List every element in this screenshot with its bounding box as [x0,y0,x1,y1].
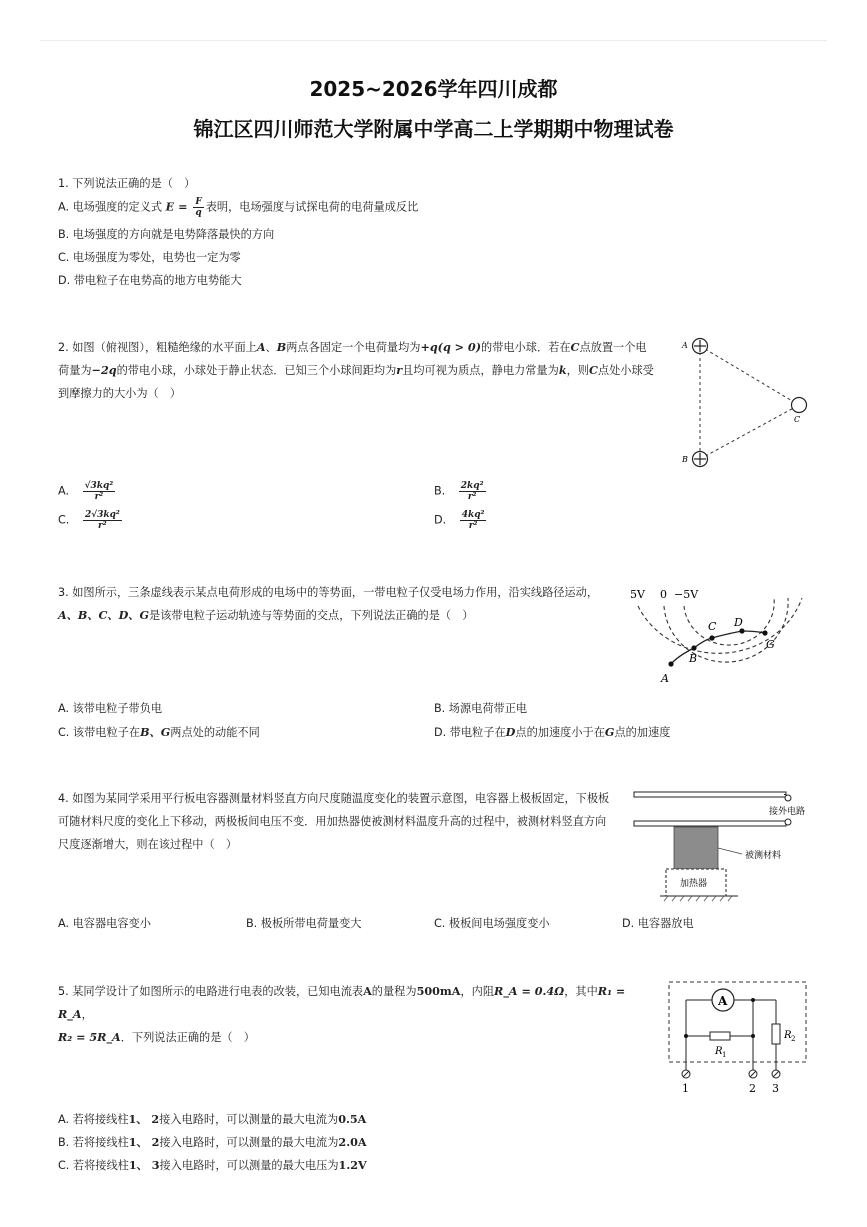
q1-option-a[interactable] [58,197,418,218]
text: 接入电路时，可以测量的最大电流为 [159,1136,339,1149]
page-title-line1: 2025~2026学年四川成都 [309,77,558,101]
material-pointer [718,848,742,854]
point-d [739,628,744,633]
text: 、 [265,341,277,354]
text: D. 带电粒子在 [434,726,506,739]
label-5v: 5V [630,588,645,601]
math-g: G [604,725,615,739]
q3-option-a[interactable]: A. 该带电粒子带负电 [58,702,163,715]
label-external-circuit: 接外电路 [769,807,806,817]
text: ，其中 [564,985,598,998]
lower-plate [634,821,786,826]
text: ，内阻 [460,985,495,998]
math-ra: R_A = 0.4Ω [494,984,565,998]
text: C. 该带电粒子在 [58,726,141,739]
q2-option-b[interactable] [434,481,488,502]
q1-option-a-text: A. 电场强度的定义式 [58,200,163,214]
q1-option-a-rest: 表明，电场强度与试探电荷的电荷量成反比 [205,200,419,214]
q3-option-b[interactable]: B. 场源电荷带正电 [434,702,528,715]
point-g [762,630,767,635]
math-r1: R₁ = R_A [58,984,626,1021]
page-title-line2: 锦江区四川师范大学附属中学高二上学期期中物理试卷 [193,117,674,141]
q2-stem [58,336,678,405]
q1-option-d[interactable]: D. 带电粒子在电势高的地方电势能大 [58,274,242,287]
q3-option-c[interactable] [58,723,260,742]
q4-stem [58,787,628,856]
q1-stem: 1. 下列说法正确的是（ ） [58,177,196,190]
label-heater: 加热器 [680,879,708,889]
q2-option-d[interactable] [434,510,488,531]
q4-option-b[interactable]: B. 极板所带电荷量变大 [246,917,362,930]
resistor-r2 [772,1024,780,1044]
fraction-numerator: 4kq² [461,510,485,520]
text: C. 若将接线柱 [58,1159,129,1172]
label-a: A [661,672,669,685]
math-r2: R₂ = 5R_A [58,1030,121,1044]
q3-stem [58,581,628,627]
upper-plate [634,792,786,797]
text: 且均可视为质点，静电力常量为 [402,364,559,377]
q2-option-c[interactable] [58,510,124,531]
fraction-numerator: 2kq² [460,481,484,491]
text: 荷量为 [58,364,92,377]
measured-material [674,827,718,869]
math-b: B [276,340,287,354]
label-r2: R [784,1030,792,1041]
label-terminal-2: 2 [749,1082,756,1095]
fraction-numerator: √3kq² [84,481,114,491]
text: ， [81,1008,93,1021]
option-label: C. [58,513,70,527]
junction-dot [751,998,755,1002]
q2-triangle-figure [676,332,816,472]
q4-option-a[interactable]: A. 电容器电容变小 [58,917,151,930]
text: A. 若将接线柱 [58,1113,129,1126]
q5-stem [58,980,658,1049]
math-terminals: 1、 2 [128,1135,160,1149]
math-k: k [558,363,567,377]
junction-dot [751,1034,755,1038]
text: 点处小球受 [597,364,654,377]
charge-c-circle [792,398,807,413]
q5-option-a[interactable] [58,1110,366,1129]
q4-option-c[interactable]: C. 极板间电场强度变小 [434,917,550,930]
label-g: G [766,638,775,651]
fraction-denominator: q [195,208,202,218]
math-value: 1.2V [338,1158,367,1172]
fraction-numerator: 2√3kq² [84,510,120,520]
math-r: r [396,363,403,377]
q4-option-d[interactable]: D. 电容器放电 [622,917,694,930]
text: 的带电小球．若在 [481,341,571,354]
q5-stem-line1 [58,980,658,1026]
label-material: 被测材料 [745,851,782,861]
text: ．下列说法正确的是（ ） [120,1031,255,1044]
q4-stem-line2: 可随材料尺度的变化上下移动，两极板间电压不变．用加热器使被测材料温度升高的过程中，被测材料竖直方向 [58,815,607,828]
equipotential-outer [638,598,802,653]
math-c: C [570,340,580,354]
point-a [668,661,673,666]
q2-option-a[interactable] [58,481,117,502]
text: 的量程为 [371,985,417,998]
label-terminal-1: 1 [682,1082,689,1095]
math-terminals: 1、 2 [128,1112,160,1126]
text: 两点处的动能不同 [170,726,260,739]
label-minus-5v: −5V [674,588,699,601]
label-b: B [689,652,698,665]
text: 2. 如图（俯视图），粗糙绝缘的水平面上 [58,341,257,354]
equipotential-inner [684,598,774,645]
text: 点放置一个电 [579,341,647,354]
terminal-lower [785,819,791,825]
q5-option-b[interactable] [58,1133,367,1152]
q2-stem-line2 [58,359,678,382]
dashed-edge-ac [700,346,799,405]
q3-stem-line1: 3. 如图所示，三条虚线表示某点电荷形成的电场中的等势面，一带电粒子仅受电场力作用，沿实线路径运动， [58,586,599,599]
q4-stem-line1: 4. 如图为某同学采用平行板电容器测量材料竖直方向尺度随温度变化的装置示意图，电容器上极板固定，下极板 [58,792,610,805]
math-c: C [588,363,598,377]
q3-option-d[interactable] [434,723,670,742]
math-a: A [256,340,266,354]
text: 接入电路时，可以测量的最大电压为 [159,1159,339,1172]
label-terminal-3: 3 [772,1082,779,1095]
fraction-denominator: r² [98,521,107,531]
terminal-upper [785,795,791,801]
q2-stem-line3: 到摩擦力的大小为（ ） [58,387,182,400]
ammeter-label: A [718,994,728,1008]
ground-hatch [664,896,732,901]
q2-stem-line1 [58,336,678,359]
dashed-edge-bc [700,405,799,459]
q3-equipotential-figure [626,582,816,692]
label-r1-subscript: 1 [722,1051,727,1059]
fraction-denominator: r² [94,492,104,502]
q1-option-a-fraction [193,197,203,218]
point-b [691,645,696,650]
q2-option-a-fraction [83,481,116,502]
math-value: 2.0A [338,1135,367,1149]
math-charge: +q(q > 0) [420,340,482,354]
math-charge: −2q [91,363,117,377]
math-points: A、B、C、D、G [58,608,150,622]
label-r2-subscript: 2 [791,1035,796,1043]
label-0v: 0 [660,588,667,601]
fraction-denominator: r² [468,521,478,531]
text: 两点各固定一个电荷量均为 [286,341,421,354]
text: 的带电小球，小球处于静止状态．已知三个小球间距均为 [116,364,397,377]
q4-stem-line3: 尺度逐渐增大，则在该过程中（ ） [58,838,238,851]
resistor-r1 [710,1032,730,1040]
text: 5. 某同学设计了如图所示的电路进行电表的改装，已知电流表 [58,985,364,998]
text: B. 若将接线柱 [58,1136,129,1149]
text: 是该带电粒子运动轨迹与等势面的交点，下列说法正确的是（ ） [149,609,474,622]
q2-option-b-fraction [459,481,486,502]
math-range: 500mA [416,984,461,998]
point-c [709,635,714,640]
label-c: C [794,415,801,424]
text: 点的加速度小于在 [515,726,605,739]
label-a: A [682,341,688,350]
label-d: D [734,616,743,629]
dashed-enclosure [669,982,806,1062]
math-value: 0.5A [338,1112,367,1126]
q1-option-a-formula-e: E = [165,199,192,214]
label-c: C [708,620,717,633]
header-divider [40,40,827,41]
q5-stem-line2 [58,1026,658,1049]
q1-option-b[interactable]: B. 电场强度的方向就是电势降落最快的方向 [58,228,275,241]
label-b: B [682,455,688,464]
math-a: A [363,984,372,998]
junction-dot [684,1034,688,1038]
option-label: A. [58,484,70,498]
q3-stem-line2 [58,604,628,627]
q5-circuit-figure [664,978,814,1098]
q2-option-d-fraction [460,510,487,531]
text: ，则 [566,364,589,377]
fraction-denominator: r² [467,492,477,502]
fraction-numerator: F [195,197,202,207]
option-label: B. [434,484,446,498]
option-label: D. [434,513,447,527]
q2-option-c-fraction [83,510,122,531]
text: 接入电路时，可以测量的最大电流为 [159,1113,339,1126]
q4-capacitor-figure [630,786,820,906]
q1-option-c[interactable]: C. 电场强度为零处，电势也一定为零 [58,251,241,264]
math-points: B、G [140,725,171,739]
q5-option-c[interactable] [58,1156,367,1175]
text: 点的加速度 [614,726,671,739]
label-r1: R [715,1046,723,1057]
math-d: D [505,725,516,739]
math-terminals: 1、 3 [128,1158,160,1172]
